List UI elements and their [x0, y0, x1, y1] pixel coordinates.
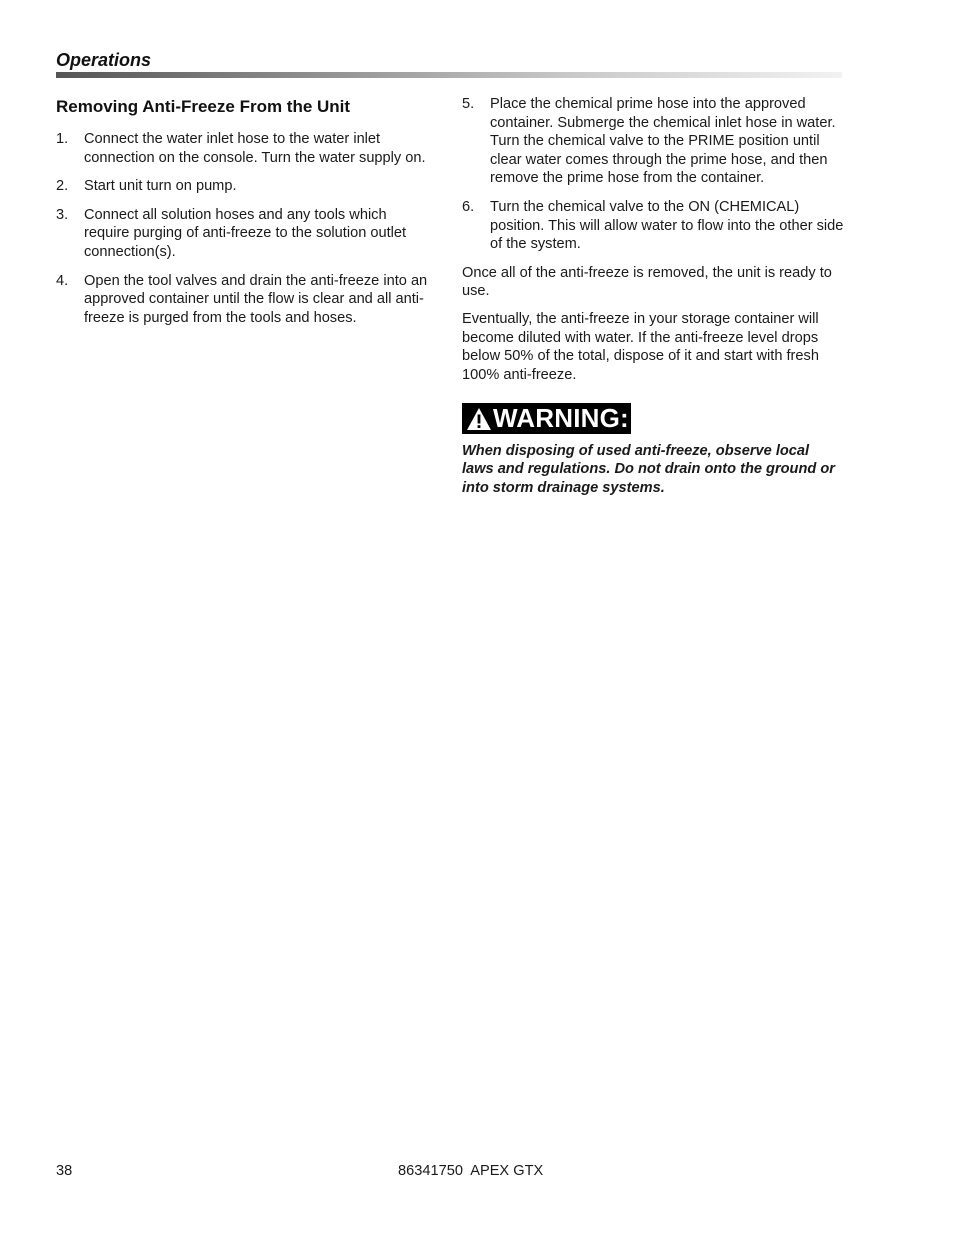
- step-text: Start unit turn on pump.: [84, 178, 237, 195]
- step-number: 6.: [462, 198, 475, 215]
- list-item: [56, 272, 436, 328]
- list-item: [56, 206, 436, 262]
- steps-list-right: [462, 95, 844, 254]
- warning-text: When disposing of used anti-freeze, observe local laws and regulations. Do not drain onto the ground or into storm drainage systems.: [462, 442, 835, 496]
- left-column: [56, 96, 436, 337]
- list-item: [56, 130, 436, 167]
- step-number: 2.: [56, 178, 69, 195]
- step-text: Turn the chemical valve to the ON (CHEMICAL) position. This will allow water to flow into the other side of the system.: [490, 198, 844, 253]
- header-rule: [56, 72, 842, 78]
- warning-triangle-icon: [465, 406, 493, 432]
- step-text: Connect the water inlet hose to the water inlet connection on the console. Turn the water supply on.: [84, 131, 426, 166]
- step-number: 3.: [56, 206, 69, 223]
- warning-label: WARNING:: [493, 403, 629, 434]
- step-text: Connect all solution hoses and any tools which require purging of anti-freeze to the solution outlet connection(s).: [84, 206, 407, 260]
- body-paragraph: Eventually, the anti-freeze in your storage container will become diluted with water. If the anti-freeze level drops below 50% of the total, dispose of it and start with fresh 100% anti-freeze.: [462, 310, 819, 383]
- body-paragraph: Once all of the anti-freeze is removed, the unit is ready to use.: [462, 264, 832, 300]
- page-number: 38: [56, 1163, 73, 1179]
- section-header: Operations: [56, 50, 152, 70]
- document-id: 86341750 APEX GTX: [398, 1163, 544, 1179]
- step-text: Place the chemical prime hose into the approved container. Submerge the chemical inlet hose in water. Turn the chemical valve to the PRIME position until clear water comes through the prime hose, and then remove the prime hose from the container.: [490, 96, 836, 187]
- step-number: 5.: [462, 96, 475, 112]
- procedure-title: Removing Anti-Freeze From the Unit: [56, 97, 351, 116]
- step-text: Open the tool valves and drain the anti-freeze into an approved container until the flow is clear and all anti-freeze is purged from the tools and hoses.: [84, 272, 428, 326]
- step-number: 4.: [56, 272, 69, 289]
- warning-badge: [462, 403, 631, 434]
- steps-list-left: [56, 130, 436, 327]
- step-number: 1.: [56, 131, 69, 147]
- right-column: [462, 95, 844, 498]
- list-item: [56, 177, 436, 196]
- list-item: [462, 95, 844, 188]
- list-item: [462, 198, 844, 254]
